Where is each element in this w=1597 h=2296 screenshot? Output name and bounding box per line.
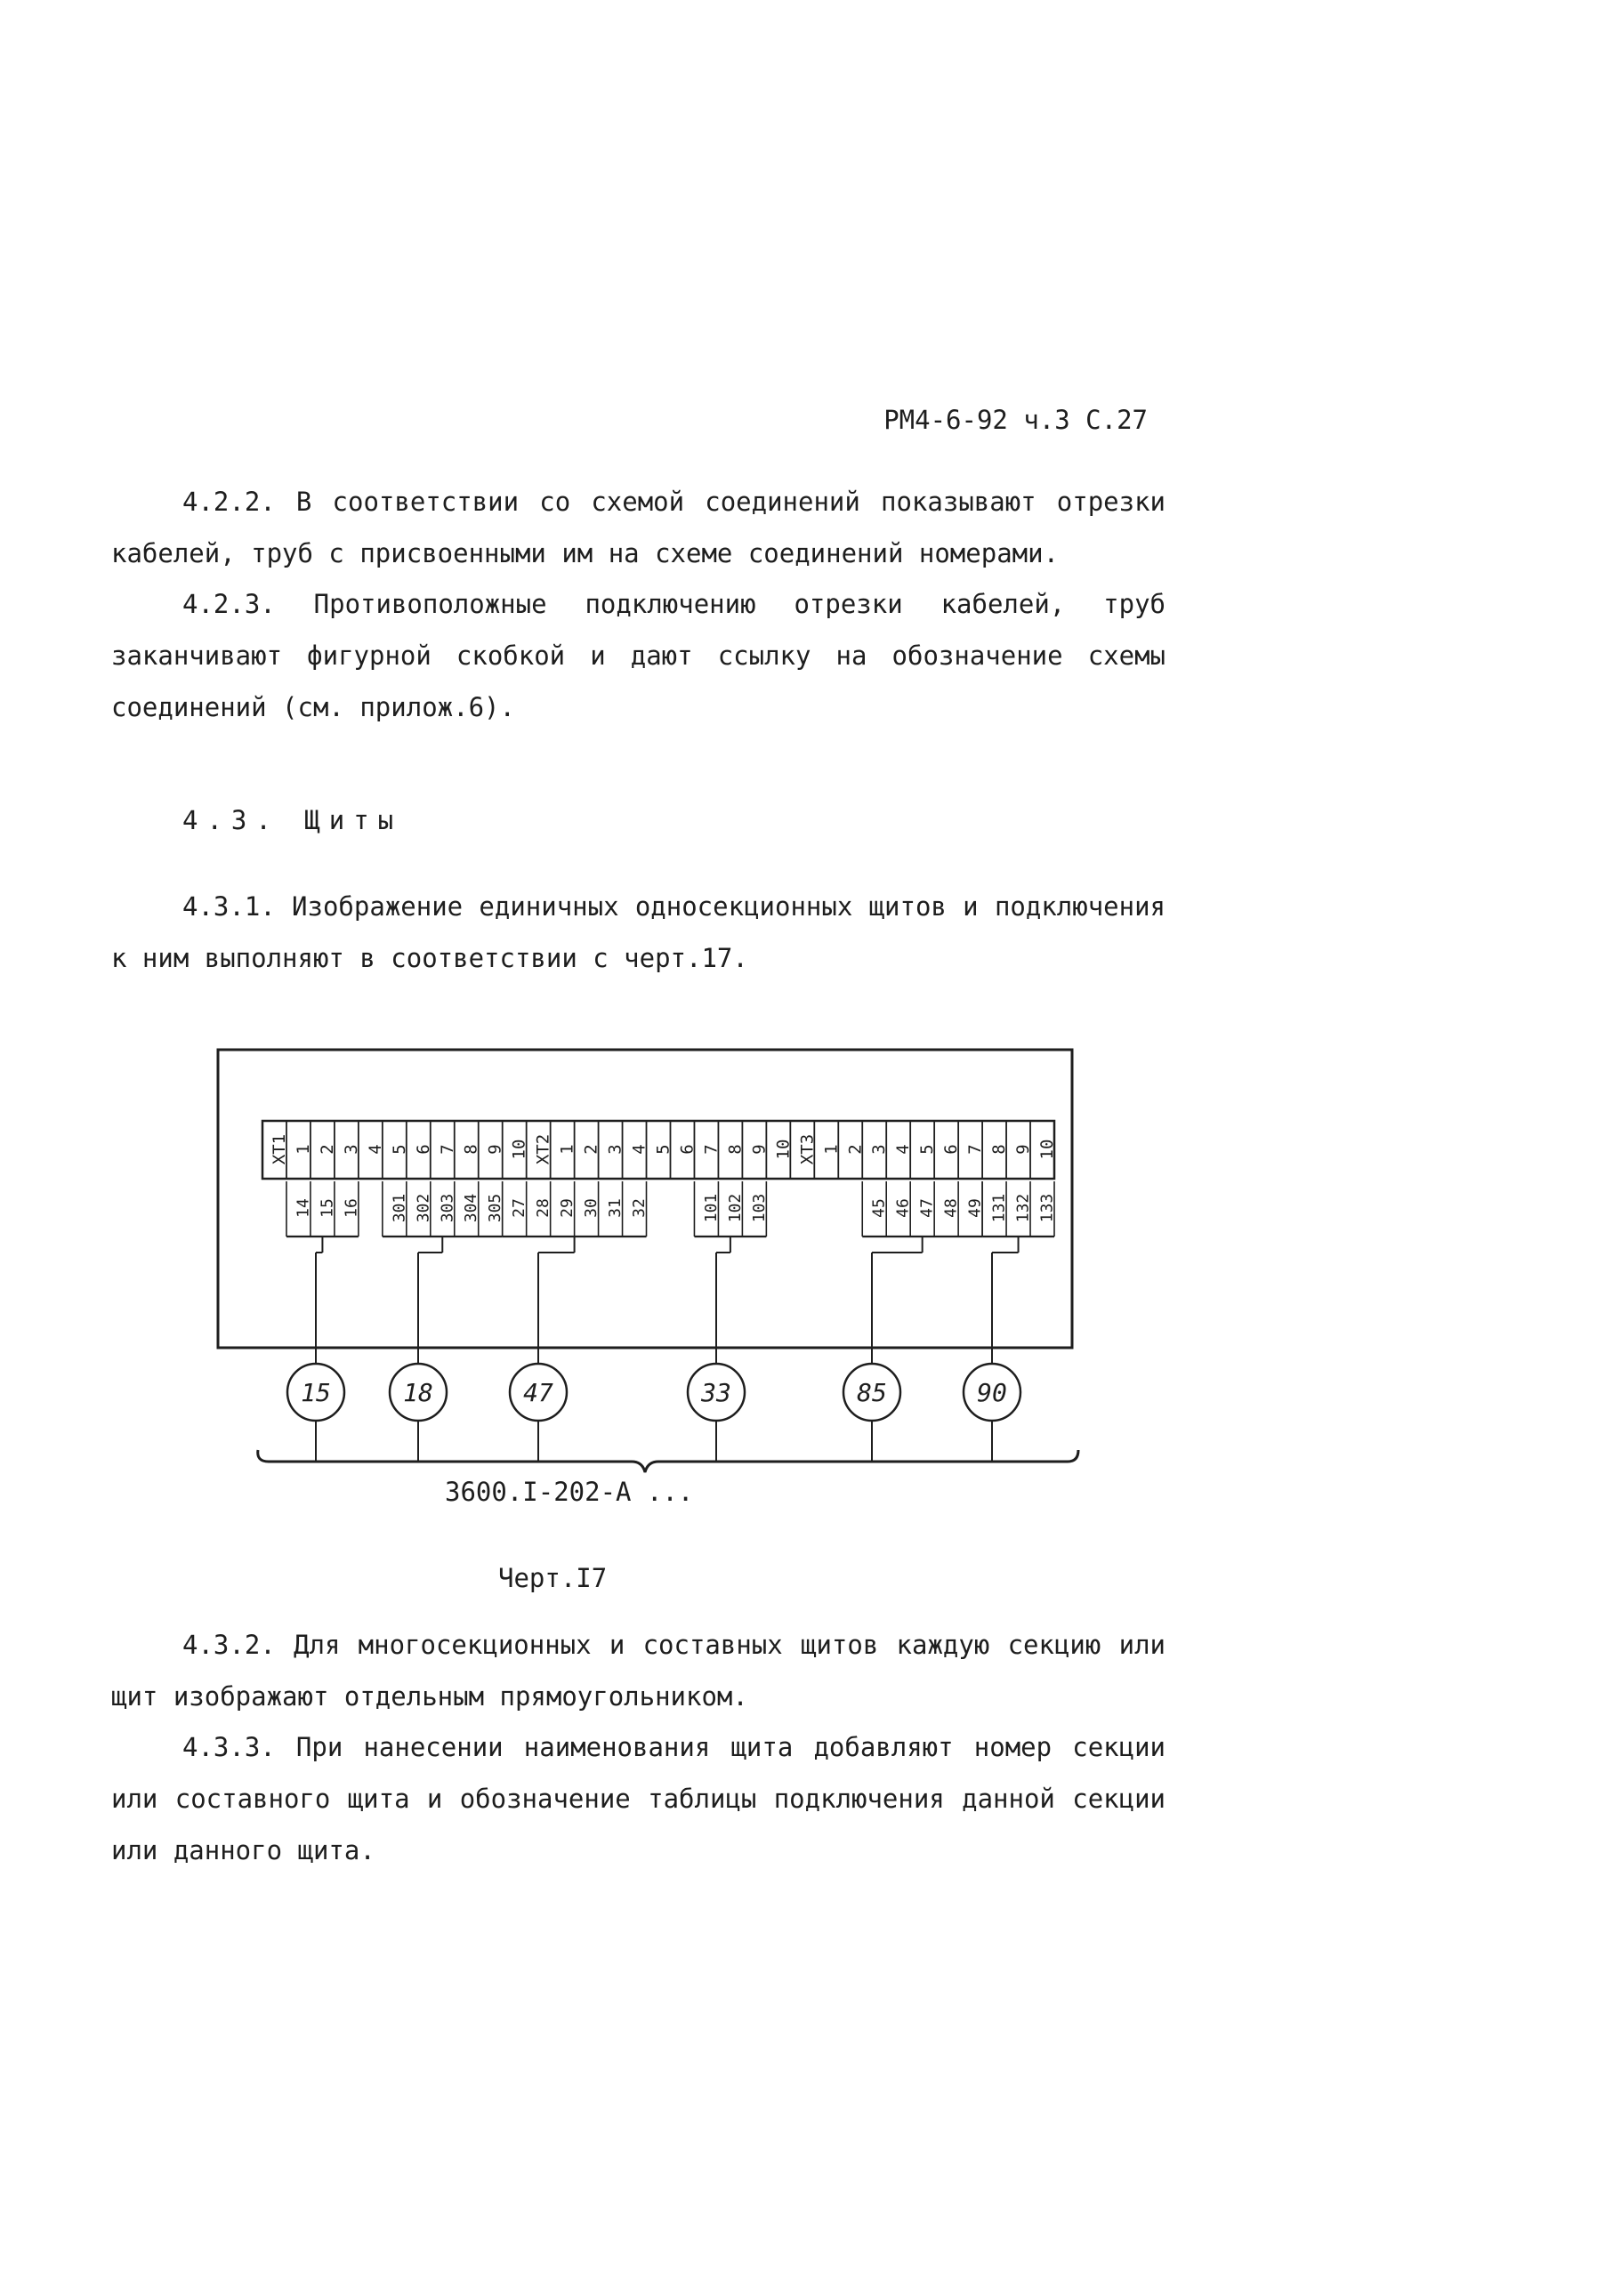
- terminal-label: 10: [773, 1139, 794, 1160]
- wire-number: 301: [390, 1193, 409, 1223]
- wire-number: 28: [534, 1198, 553, 1218]
- terminal-label: 1: [821, 1144, 842, 1155]
- wire-number: 102: [725, 1193, 745, 1223]
- wire-number: 103: [749, 1193, 769, 1223]
- cable-number: 15: [301, 1378, 331, 1407]
- wire-number: 29: [558, 1198, 577, 1218]
- terminal-label: 4: [893, 1144, 914, 1155]
- wire-number: 133: [1037, 1193, 1057, 1223]
- terminal-label: 5: [917, 1144, 938, 1155]
- terminal-label: 9: [1013, 1144, 1034, 1155]
- paragraph-4-3-2: 4.3.2. Для многосекционных и составных щитов каждую секцию или щит изображают отдельным прямоугольником.: [111, 1630, 1182, 1712]
- terminal-label: 2: [581, 1144, 601, 1155]
- wire-number: 14: [294, 1198, 313, 1218]
- paragraph-4-2-3: 4.2.3. Противоположные подключению отрезки кабелей, труб заканчивают фигурной скобкой и дают ссылку на обозначение схемы соединений (см. прилож.6).: [111, 589, 1182, 722]
- terminal-label: 10: [1037, 1139, 1058, 1160]
- terminal-label: 7: [701, 1144, 722, 1155]
- cable-number: 18: [403, 1378, 433, 1407]
- wire-number: 101: [701, 1193, 721, 1223]
- terminal-label: 1: [557, 1144, 577, 1155]
- wire-number: 132: [1013, 1193, 1033, 1223]
- terminal-label: 1: [293, 1144, 313, 1155]
- terminal-label: 3: [869, 1144, 890, 1155]
- paragraph-4-3-3: 4.3.3. При нанесении наименования щита добавляют номер секции или составного щита и обозначение таблицы подключения данной секции или данного щита.: [111, 1732, 1182, 1865]
- terminal-label: 6: [677, 1144, 698, 1155]
- figure-caption: Черт.I7: [498, 1563, 608, 1593]
- terminal-label: ХТ3: [797, 1133, 818, 1165]
- terminal-label: ХТ2: [533, 1133, 553, 1165]
- terminal-label: 6: [941, 1144, 962, 1155]
- terminal-label: 5: [389, 1144, 409, 1155]
- terminal-label: 8: [989, 1144, 1010, 1155]
- wire-number: 302: [414, 1193, 433, 1223]
- cable-number: 47: [523, 1378, 553, 1407]
- wire-number: 31: [606, 1198, 625, 1218]
- wire-number: 30: [582, 1198, 601, 1218]
- terminal-label: 8: [725, 1144, 746, 1155]
- terminal-label: 6: [413, 1144, 433, 1155]
- terminal-label: 3: [605, 1144, 625, 1155]
- terminal-label: 4: [629, 1144, 649, 1155]
- cable-number: 33: [701, 1378, 731, 1407]
- terminal-label: 10: [509, 1139, 529, 1160]
- document-header-ref: РМ4-6-92 ч.3 С.27: [883, 405, 1148, 435]
- terminal-label: 2: [845, 1144, 866, 1155]
- terminal-label: 8: [461, 1144, 481, 1155]
- wire-number: 45: [869, 1198, 889, 1218]
- panel-connection-diagram: [214, 1032, 1094, 1530]
- wire-number: 48: [941, 1198, 961, 1218]
- wire-number: 304: [462, 1193, 481, 1223]
- paragraph-4-3-1: 4.3.1. Изображение единичных односекционных щитов и подключения к ним выполняют в соответствии с черт.17.: [111, 891, 1182, 973]
- terminal-label: 5: [653, 1144, 673, 1155]
- wire-number: 131: [989, 1193, 1009, 1223]
- wire-number: 32: [630, 1198, 649, 1218]
- section-title-4-3: 4.3. Щиты: [182, 805, 403, 835]
- wire-number: 27: [510, 1198, 529, 1218]
- terminal-label: 7: [437, 1144, 457, 1155]
- terminal-label: 2: [317, 1144, 337, 1155]
- paragraph-4-2-2: 4.2.2. В соответствии со схемой соединений показывают отрезки кабелей, труб с присвоенными им на схеме соединений номерами.: [111, 487, 1182, 568]
- wire-number: 15: [318, 1198, 337, 1218]
- terminal-label: 9: [485, 1144, 505, 1155]
- cable-bracket: [258, 1450, 1078, 1472]
- wire-number: 46: [893, 1198, 913, 1218]
- terminal-label: 7: [965, 1144, 986, 1155]
- terminal-label: 3: [341, 1144, 361, 1155]
- wire-number: 303: [438, 1193, 457, 1223]
- cable-number: 90: [977, 1378, 1007, 1407]
- terminal-label: 4: [365, 1144, 385, 1155]
- wire-number: 305: [486, 1193, 505, 1223]
- cable-number: 85: [857, 1378, 887, 1407]
- wire-number: 16: [342, 1198, 361, 1218]
- scheme-reference: 3600.I-202-A ...: [445, 1477, 694, 1507]
- terminal-label: 9: [749, 1144, 770, 1155]
- wire-number: 47: [917, 1198, 937, 1218]
- wire-number: 49: [965, 1198, 985, 1218]
- terminal-label: ХТ1: [269, 1133, 289, 1165]
